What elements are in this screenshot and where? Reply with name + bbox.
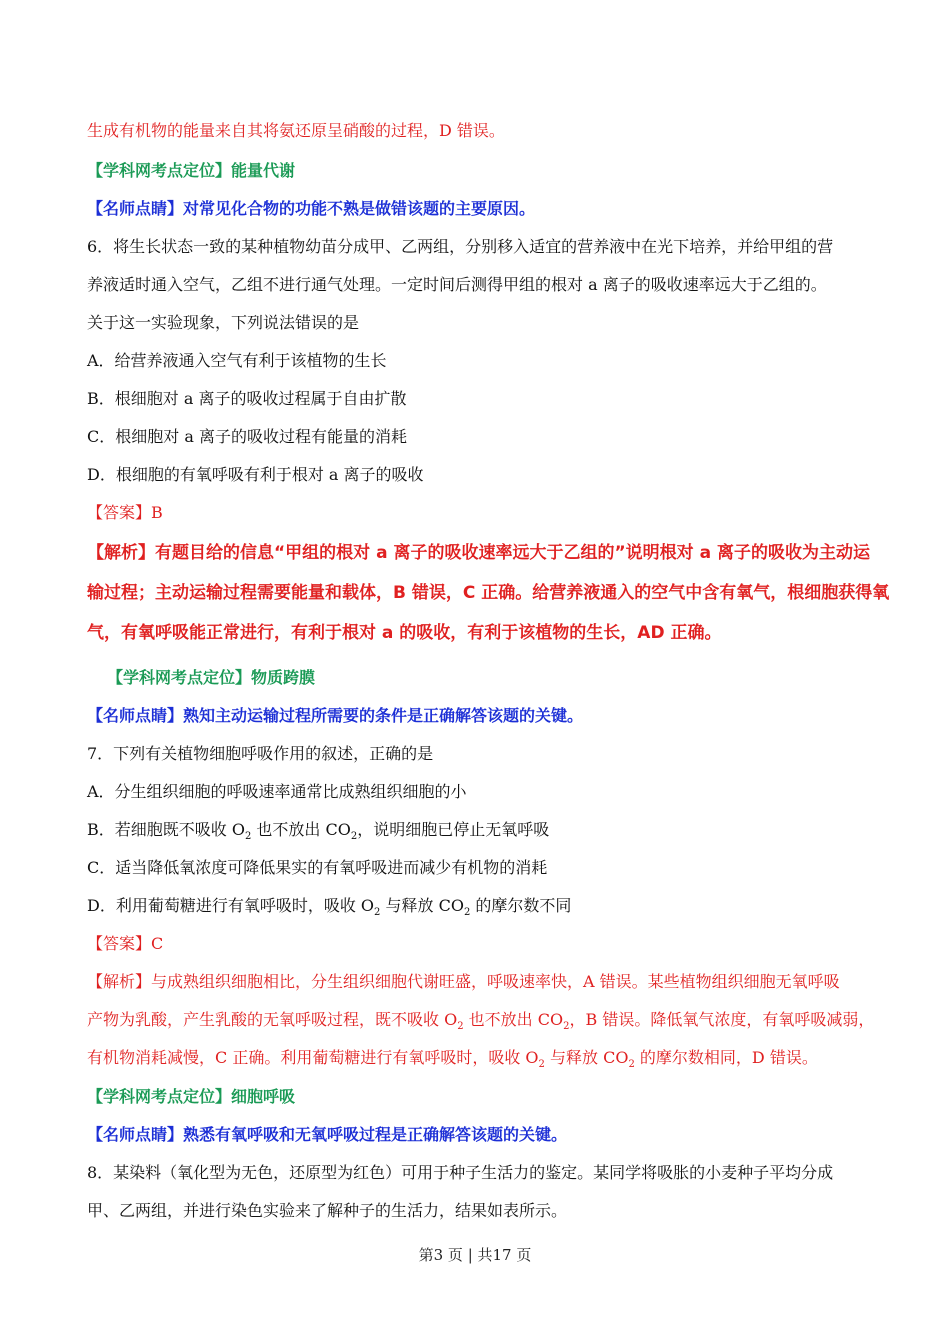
q6-analysis-line1: 【解析】有题目给的信息“甲组的根对 a 离子的吸收速率远大于乙组的”说明根对 a 离子的吸收为主动运 xyxy=(87,543,870,563)
q7-option-d: D．利用葡萄糖进行有氧呼吸时，吸收 $O_2$ 与释放 $CO_2$ 的摩尔数不同 xyxy=(87,896,572,919)
q6-stem-line1: 6．将生长状态一致的某种植物幼苗分成甲、乙两组，分别移入适宜的营养液中在光下培养，并给甲组的营 xyxy=(87,237,834,256)
q7-stem: 7．下列有关植物细胞呼吸作用的叙述，正确的是 xyxy=(87,744,434,763)
q8-stem-line2: 甲、乙两组，并进行染色实验来了解种子的生活力，结果如表所示。 xyxy=(87,1201,568,1220)
q6-option-c: C．根细胞对 a 离子的吸收过程有能量的消耗 xyxy=(87,427,407,446)
q6-stem-line2: 养液适时通入空气，乙组不进行通气处理。一定时间后测得甲组的根对 a 离子的吸收速率远大于乙组的。 xyxy=(87,275,827,294)
q7-dianjing: 【名师点睛】熟悉有氧呼吸和无氧呼吸过程是正确解答该题的关键。 xyxy=(87,1125,568,1144)
q6-option-a: A．给营养液通入空气有利于该植物的生长 xyxy=(87,351,387,370)
q7-analysis-line2: 产物为乳酸，产生乳酸的无氧呼吸过程，既不吸收 $O_2$ 也不放出 $CO_2$，B 错误。降低氧气浓度，有氧呼吸减弱， xyxy=(87,1010,875,1033)
q8-stem-line1: 8．某染料（氧化型为无色，还原型为红色）可用于种子生活力的鉴定。某同学将吸胀的小麦种子平均分成 xyxy=(87,1163,834,1182)
q6-answer: 【答案】B xyxy=(87,503,163,522)
q6-dianjing: 【名师点睛】熟知主动运输过程所需要的条件是正确解答该题的关键。 xyxy=(87,706,584,725)
q7-answer: 【答案】C xyxy=(87,934,164,953)
q7-analysis-line1: 【解析】与成熟组织细胞相比，分生组织细胞代谢旺盛，呼吸速率快，A 错误。某些植物组织细胞无氧呼吸 xyxy=(87,972,840,991)
q6-analysis-line2: 输过程；主动运输过程需要能量和载体，B 错误，C 正确。给营养液通入的空气中含有氧气，根细胞获得氧 xyxy=(87,583,890,603)
q6-kaodian: 【学科网考点定位】物质跨膜 xyxy=(107,668,316,687)
q6-option-b: B．根细胞对 a 离子的吸收过程属于自由扩散 xyxy=(87,389,407,408)
page-number-footer: 第3 页 | 共17 页 xyxy=(418,1246,532,1264)
q6-option-d: D．根细胞的有氧呼吸有利于根对 a 离子的吸收 xyxy=(87,465,424,484)
q6-analysis-line3: 气，有氧呼吸能正常进行，有利于根对 a 的吸收，有利于该植物的生长，AD 正确。 xyxy=(87,623,722,643)
q5-dianjing: 【名师点睛】对常见化合物的功能不熟是做错该题的主要原因。 xyxy=(87,199,536,218)
q7-analysis-line3: 有机物消耗减慢，C 正确。利用葡萄糖进行有氧呼吸时，吸收 $O_2$ 与释放 $CO_2$ 的摩尔数相同，D 错误。 xyxy=(87,1048,818,1071)
q5-kaodian: 【学科网考点定位】能量代谢 xyxy=(87,161,296,180)
q7-option-a: A．分生组织细胞的呼吸速率通常比成熟组织细胞的小 xyxy=(87,782,467,801)
q7-option-b: B．若细胞既不吸收 $O_2$ 也不放出 $CO_2$，说明细胞已停止无氧呼吸 xyxy=(87,820,550,843)
q5-analysis-end: 生成有机物的能量来自其将氨还原呈硝酸的过程，D 错误。 xyxy=(87,121,505,140)
q7-option-c: C．适当降低氧浓度可降低果实的有氧呼吸进而减少有机物的消耗 xyxy=(87,858,548,877)
q6-stem-line3: 关于这一实验现象，下列说法错误的是 xyxy=(87,313,360,332)
q7-kaodian: 【学科网考点定位】细胞呼吸 xyxy=(87,1087,296,1106)
